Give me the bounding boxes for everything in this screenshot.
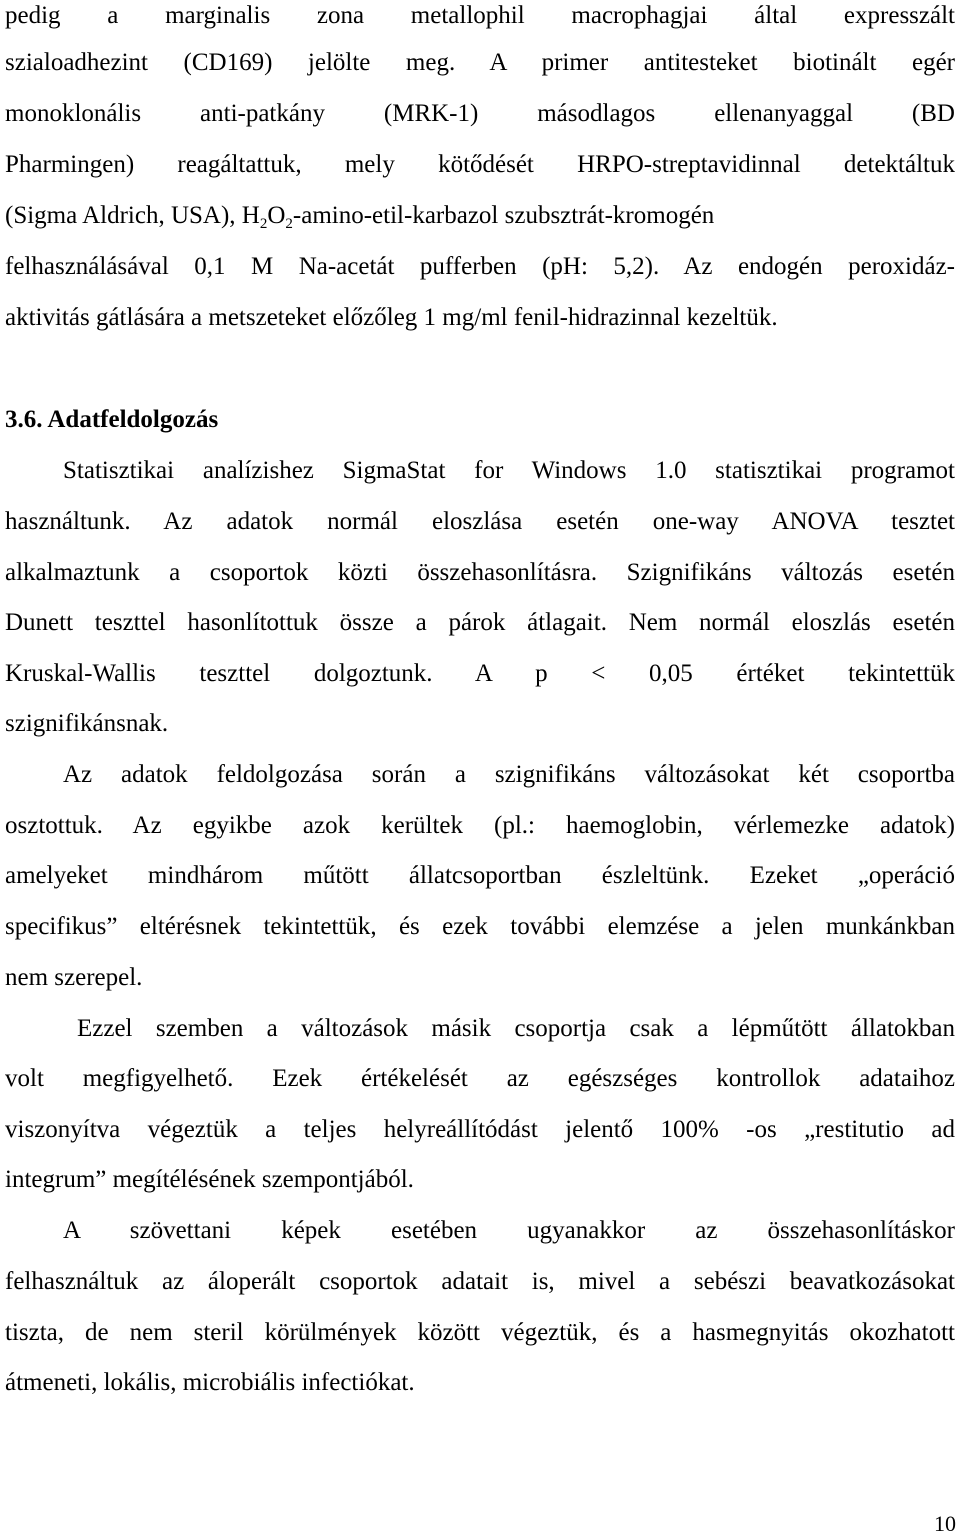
paragraph-3-line-3: amelyeket mindhárom műtött állatcsoportban észleltünk. Ezeket „operáció: [5, 862, 955, 889]
paragraph-2-line-6: szignifikánsnak.: [5, 710, 169, 737]
paragraph-2-line-1: Statisztikai analízishez SigmaStat for Windows 1.0 statisztikai programot: [63, 457, 955, 484]
paragraph-1-line-1: pedig a marginalis zona metallophil macrophagjai által expresszált: [5, 2, 955, 29]
paragraph-1-line-4: Pharmingen) reagáltattuk, mely kötődését HRPO-streptavidinnal detektáltuk: [5, 151, 955, 178]
paragraph-4-line-4: integrum” megítélésének szempontjából.: [5, 1166, 414, 1193]
paragraph-2-line-5: Kruskal-Wallis teszttel dolgoztunk. A p < 0,05 értéket tekintettük: [5, 660, 955, 687]
paragraph-3-line-1: Az adatok feldolgozása során a szignifikáns változásokat két csoportba: [63, 761, 955, 788]
paragraph-2-line-3: alkalmaztunk a csoportok közti összehasonlításra. Szignifikáns változás esetén: [5, 559, 955, 586]
paragraph-4-line-1: Ezzel szemben a változások másik csoportja csak a lépműtött állatokban: [77, 1015, 955, 1042]
paragraph-1-line-3: monoklonális anti-patkány (MRK-1) másodlagos ellenanyaggal (BD: [5, 100, 955, 127]
paragraph-5-line-1: A szövettani képek esetében ugyanakkor az összehasonlításkor: [63, 1217, 955, 1244]
paragraph-1-line-6: felhasználásával 0,1 M Na-acetát pufferben (pH: 5,2). Az endogén peroxidáz-: [5, 253, 955, 280]
paragraph-5-line-4: átmeneti, lokális, microbiális infectiókat.: [5, 1369, 415, 1396]
paragraph-5-line-3: tiszta, de nem steril körülmények között végeztük, és a hasmegnyitás okozhatott: [5, 1319, 955, 1346]
chemical-formula-segment: (Sigma Aldrich, USA), $H_2O_2-amino-etil$-karbazol szubsztrát-kromogén: [5, 202, 715, 232]
section-heading: 3.6. Adatfeldolgozás: [5, 406, 219, 433]
paragraph-3-line-5: nem szerepel.: [5, 964, 143, 991]
paragraph-1-line-2: szialoadhezint (CD169) jelölte meg. A primer antitesteket biotinált egér: [5, 49, 955, 76]
paragraph-2-line-4: Dunett teszttel hasonlítottuk össze a párok átlagait. Nem normál eloszlás esetén: [5, 609, 955, 636]
paragraph-2-line-2: használtunk. Az adatok normál eloszlása esetén one-way ANOVA tesztet: [5, 508, 955, 535]
document-page: [5, 0, 955, 1537]
paragraph-3-line-2: osztottuk. Az egyikbe azok kerültek (pl.: haemoglobin, vérlemezke adatok): [5, 812, 955, 839]
paragraph-4-line-3: viszonyítva végeztük a teljes helyreállítódást jelentő 100% -os „restitutio ad: [5, 1116, 955, 1143]
paragraph-5-line-2: felhasználtuk az áloperált csoportok adatait is, mivel a sebészi beavatkozásokat: [5, 1268, 955, 1295]
paragraph-4-line-2: volt megfigyelhető. Ezek értékelését az egészséges kontrollok adataihoz: [5, 1065, 955, 1092]
paragraph-3-line-4: specifikus” eltérésnek tekintettük, és ezek további elemzése a jelen munkánkban: [5, 913, 955, 940]
page-number: 10: [934, 1511, 956, 1536]
paragraph-1-line-5: [5, 200, 955, 232]
paragraph-1-line-7: aktivitás gátlására a metszeteket előzőleg 1 mg/ml fenil-hidrazinnal kezeltük.: [5, 304, 778, 331]
